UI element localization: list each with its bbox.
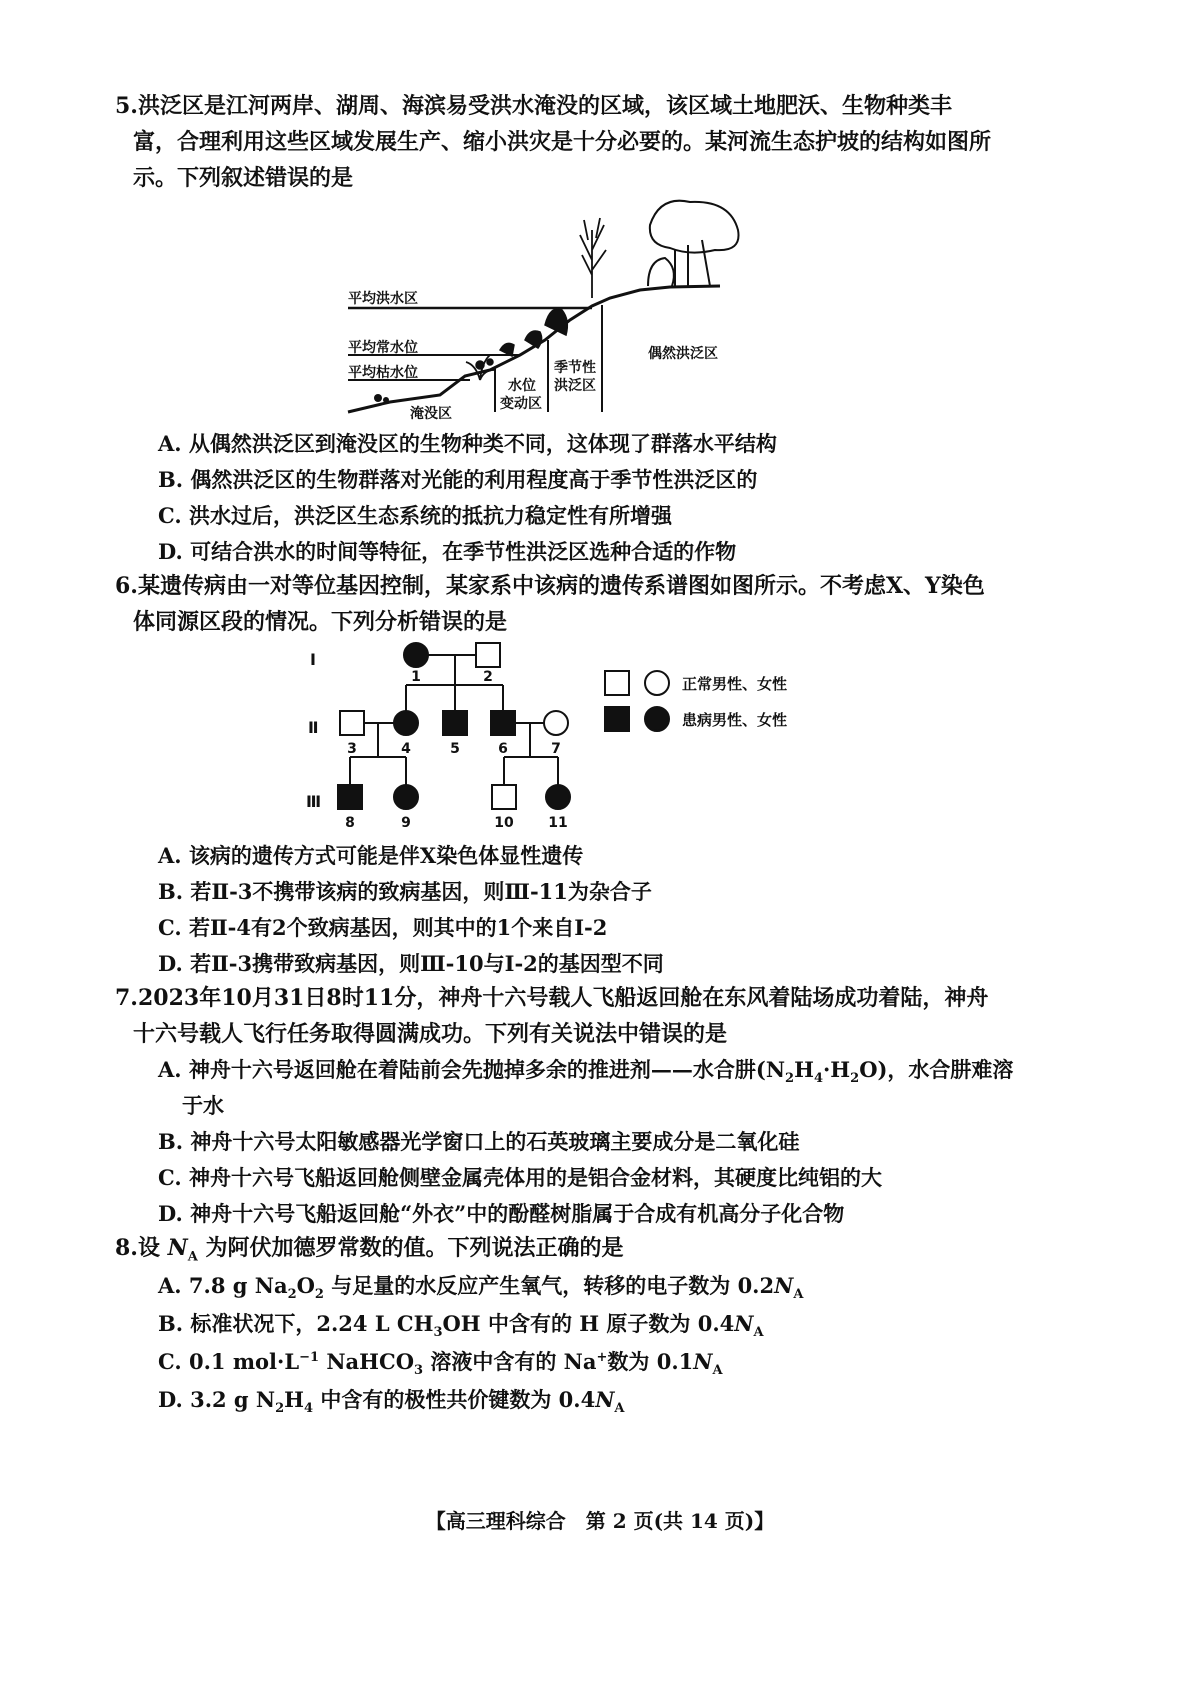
generation-label: Ⅰ [310,650,316,669]
individual-id: 1 [411,669,421,685]
zone-occasional: 偶然洪泛区 [648,346,718,362]
option-7d: D. 神舟十六号飞船返回舱“外衣”中的酚醛树脂属于合成有机高分子化合物 [158,1201,845,1226]
individual-id: 4 [401,741,411,757]
generation-label: Ⅱ [308,718,319,737]
normal-male-3 [340,711,364,735]
individual-id: 5 [450,741,460,757]
tree-icon [648,201,739,286]
option-8d: D. 3.2 g $N_2H_4$ 中含有的极性共价键数为 $0.4N_A$ [158,1387,625,1417]
zone-variable-line2: 变动区 [500,396,542,412]
individual-id: 9 [401,815,411,831]
affected-male-5 [443,711,467,735]
normal-male-2 [476,643,500,667]
question-number: 5. [115,93,138,119]
zone-variable-line1: 水位 [508,378,536,394]
question-stem: 洪泛区是江河两岸、湖周、海滨易受洪水淹没的区域，该区域土地肥沃、生物种类丰富，合理利用这些区域发展生产、缩小洪灾是十分必要的。某河流生态护坡的结构如图所示。下列叙述错误的是 [133,93,992,191]
option-5b: B. 偶然洪泛区的生物群落对光能的利用程度高于季节性洪泛区的 [158,467,758,492]
label-normal-level: 平均常水位 [348,340,418,356]
individual-id: 10 [494,815,514,831]
question-number: 6. [115,573,138,599]
question-number: 7. [115,985,138,1011]
option-5a: A. 从偶然洪泛区到淹没区的生物种类不同，这体现了群落水平结构 [158,431,777,456]
option-6a: A. 该病的遗传方式可能是伴X染色体显性遗传 [158,843,584,868]
question-5 [115,88,995,196]
option-7b: B. 神舟十六号太阳敏感器光学窗口上的石英玻璃主要成分是二氧化硅 [158,1129,800,1154]
label-flood-area: 平均洪水区 [348,291,418,307]
option-8c: C. 0.1 $mol\cdot L^{-1}$ NaHCO$_3$ 溶液中含有的 Na+数为 $0.1N_A$ [158,1349,723,1379]
individual-id: 6 [498,741,508,757]
affected-female-11 [546,785,570,809]
legend-affected-female [645,707,669,731]
option-7c: C. 神舟十六号飞船返回舱侧壁金属壳体用的是铝合金材料，其硬度比纯铝的大 [158,1165,882,1190]
legend-affected-male [605,707,629,731]
normal-male-10 [492,785,516,809]
option-6c: C. 若Ⅱ-4有2个致病基因，则其中的1个来自Ⅰ-2 [158,915,608,940]
individual-id: 8 [345,815,355,831]
option-5c: C. 洪水过后，洪泛区生态系统的抵抗力稳定性有所增强 [158,503,672,528]
question-7 [115,980,995,1052]
question-stem: 2023年10月31日8时11分，神舟十六号载人飞船返回舱在东风着陆场成功着陆，神舟十六号载人飞行任务取得圆满成功。下列有关说法中错误的是 [133,985,989,1047]
generation-label: Ⅲ [306,792,322,811]
zone-seasonal-line2: 洪泛区 [554,378,596,394]
individual-id: 2 [483,669,493,685]
option-7a: A. 神舟十六号返回舱在着陆前会先抛掉多余的推进剂——水合肼$(N_2H_4\cdot H_2O)$，水合肼难溶于水 [158,1057,1014,1118]
option-5d: D. 可结合洪水的时间等特征，在季节性洪泛区选种合适的作物 [158,539,737,564]
legend-normal-female [645,671,669,695]
river-slope-figure [330,190,750,425]
option-8b: B. 标准状况下，2.24 L $CH_3OH$ 中含有的 H 原子数为 $0.4N_A$ [158,1311,764,1341]
legend-affected-label: 患病男性、女性 [682,711,788,729]
bare-tree-icon [580,218,606,298]
normal-female-7 [544,711,568,735]
individual-id: 11 [548,815,568,831]
question-6 [115,568,995,640]
page-footer: 【高三理科综合 第 2 页(共 14 页)】 [425,1509,775,1533]
affected-female-9 [394,785,418,809]
water-plant-icon [374,394,389,403]
label-low-level: 平均枯水位 [348,365,418,381]
zone-submerged: 淹没区 [410,406,452,422]
affected-female-1 [404,643,428,667]
option-8a: A. 7.8 g $Na_2O_2$ 与足量的水反应产生氧气，转移的电子数为 $0.2N_A$ [158,1273,804,1303]
individual-id: 7 [551,741,561,757]
question-number: 8. [115,1235,138,1261]
zone-seasonal-line1: 季节性 [554,360,596,376]
affected-female-4 [394,711,418,735]
option-6b: B. 若Ⅱ-3不携带该病的致病基因，则Ⅲ-11为杂合子 [158,879,652,904]
affected-male-6 [491,711,515,735]
pedigree-chart [300,635,820,840]
individual-id: 3 [347,741,357,757]
option-6d: D. 若Ⅱ-3携带致病基因，则Ⅲ-10与Ⅰ-2的基因型不同 [158,951,664,976]
legend-normal-label: 正常男性、女性 [682,675,788,693]
question-stem: 某遗传病由一对等位基因控制，某家系中该病的遗传系谱图如图所示。不考虑X、Y染色体同源区段的情况。下列分析错误的是 [133,573,985,635]
question-8: 8.设 $N_A$ 为阿伏加德罗常数的值。下列说法正确的是 [115,1235,624,1265]
affected-male-8 [338,785,362,809]
legend-normal-male [605,671,629,695]
